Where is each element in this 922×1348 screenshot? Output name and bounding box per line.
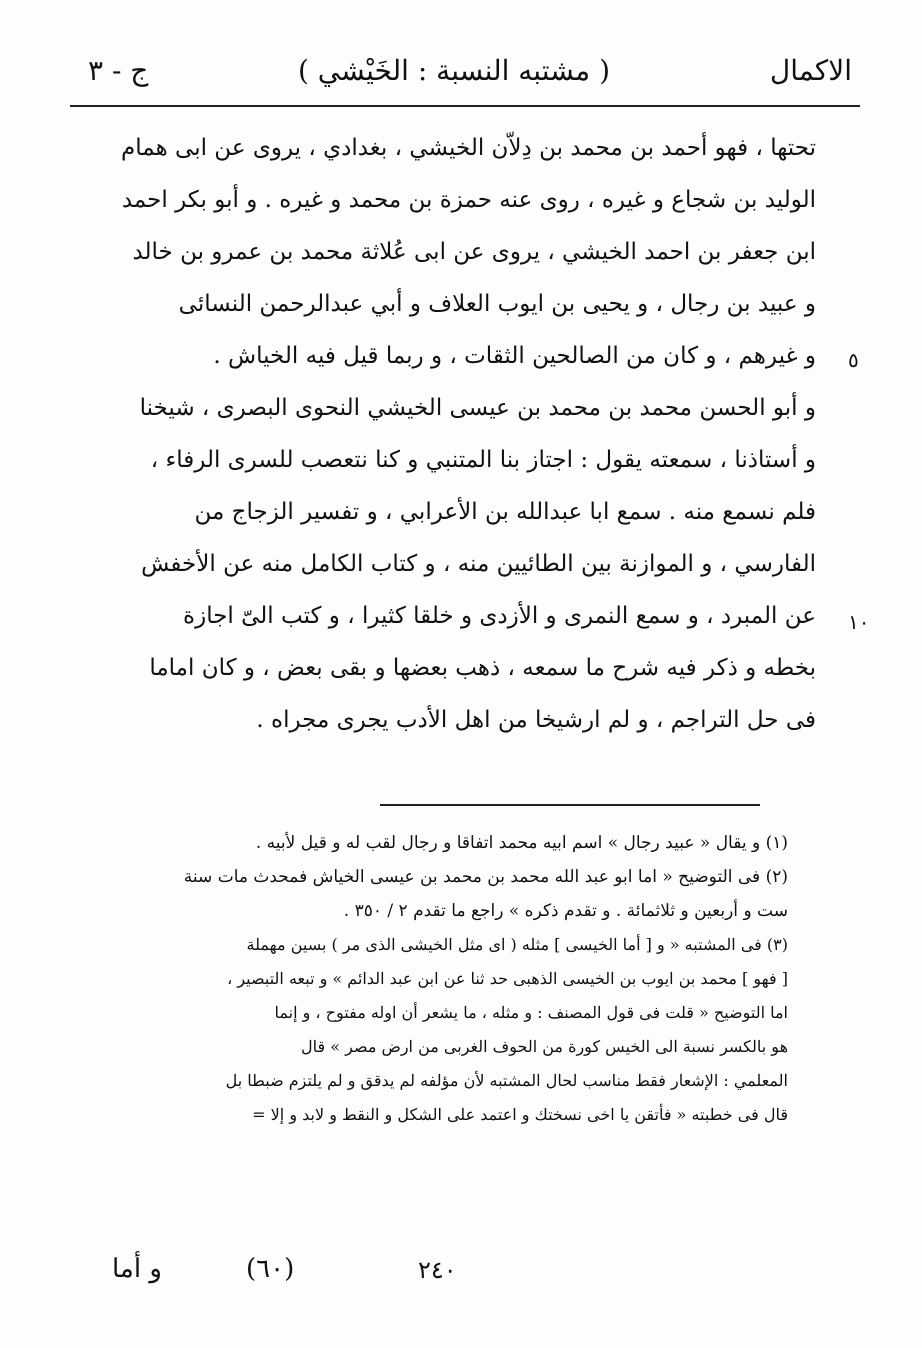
main-text-line: فى حل التراجم ، و لم ارشيخا من اهل الأدب يجرى مجراه . xyxy=(256,706,816,733)
main-text-line: ابن جعفر بن احمد الخيشي ، يروى عن ابى عُلاثة محمد بن عمرو بن خالد xyxy=(132,238,816,265)
footnotes-block xyxy=(100,826,788,1132)
main-text-block xyxy=(88,122,870,746)
page-number: ٢٤٠ xyxy=(418,1256,457,1284)
signature-mark: (٦٠) xyxy=(246,1254,295,1284)
footnote-line: اما التوضيح « قلت فى قول المصنف : و مثله ، ما يشعر أن اوله مفتوح ، و إنما xyxy=(274,1003,788,1022)
line-number-ten: ١٠ xyxy=(848,610,870,634)
footnote-line: قال فى خطبته « فأتقن يا اخى نسختك و اعتمد على الشكل و النقط و لابد و إلا = xyxy=(252,1105,788,1124)
main-text-line: و أستاذنا ، سمعته يقول : اجتاز بنا المتنبي و كنا نتعصب للسرى الرفاء ، xyxy=(150,446,816,473)
main-text-line: عن المبرد ، و سمع النمرى و الأزدى و خلقا كثيرا ، و كتب الىّ اجازة xyxy=(183,602,816,629)
header-divider xyxy=(70,105,860,107)
footnote-line: (٣) فى المشتبه « و [ أما الخيسى ] مثله ( اى مثل الخيشى الذى مر ) بسين مهملة xyxy=(246,935,788,954)
main-text-line: الوليد بن شجاع و غيره ، روى عنه حمزة بن محمد و غيره . و أبو بكر احمد xyxy=(121,186,816,213)
footnote-line: المعلمي : الإشعار فقط مناسب لحال المشتبه لأن مؤلفه لم يدقق و لم يلتزم ضبطا بل xyxy=(225,1071,788,1090)
main-text-line: الفارسي ، و الموازنة بين الطائيين منه ، و كتاب الكامل منه عن الأخفش xyxy=(141,550,816,577)
footnote-line: (١) و يقال « عبيد رجال » اسم ابيه محمد اتفاقا و رجال لقب له و قيل لأبيه . xyxy=(255,832,788,853)
main-text-line: تحتها ، فهو أحمد بن محمد بن دِلاّن الخيشي ، بغدادي ، يروى عن ابى همام xyxy=(121,134,816,161)
page-footer xyxy=(112,1254,802,1298)
footnote-line: [ فهو ] محمد بن ايوب بن الخيسى الذهبى حد ثنا عن ابن عبد الدائم » و تبعه التبصير ، xyxy=(227,969,788,988)
main-text-line: فلم نسمع منه . سمع ابا عبدالله بن الأعرابي ، و تفسير الزجاج من xyxy=(194,498,816,525)
footnote-line: ست و أربعين و ثلاثمائة . و تقدم ذكره » راجع ما تقدم ٢ / ٣٥٠ . xyxy=(343,900,788,921)
footnote-line: هو بالكسر نسبة الى الخيس كورة من الحوف الغربى من ارض مصر » قال xyxy=(301,1037,788,1056)
catchword: و أما xyxy=(112,1254,162,1284)
footnote-separator xyxy=(380,804,760,806)
section-title: ( مشتبه النسبة : الخَيْشي ) xyxy=(297,54,610,87)
page-header xyxy=(70,46,860,106)
volume-number: ج - ٣ xyxy=(88,54,149,87)
footnote-line: (٢) فى التوضيح « اما ابو عبد الله محمد بن محمد بن عيسى الخياش فمحدث مات سنة xyxy=(183,866,788,887)
main-text-line: و أبو الحسن محمد بن محمد بن عيسى الخيشي النحوى البصرى ، شيخنا xyxy=(139,394,816,421)
line-number-five: ٥ xyxy=(848,348,859,372)
main-text-line: و عبيد بن رجال ، و يحيى بن ايوب العلاف و أبي عبدالرحمن النسائى xyxy=(178,290,816,317)
book-title: الاكمال xyxy=(769,54,852,87)
main-text-line: بخطه و ذكر فيه شرح ما سمعه ، ذهب بعضها و بقى بعض ، و كان اماما xyxy=(149,654,816,681)
main-text-line: و غيرهم ، و كان من الصالحين الثقات ، و ربما قيل فيه الخياش . xyxy=(213,342,816,369)
